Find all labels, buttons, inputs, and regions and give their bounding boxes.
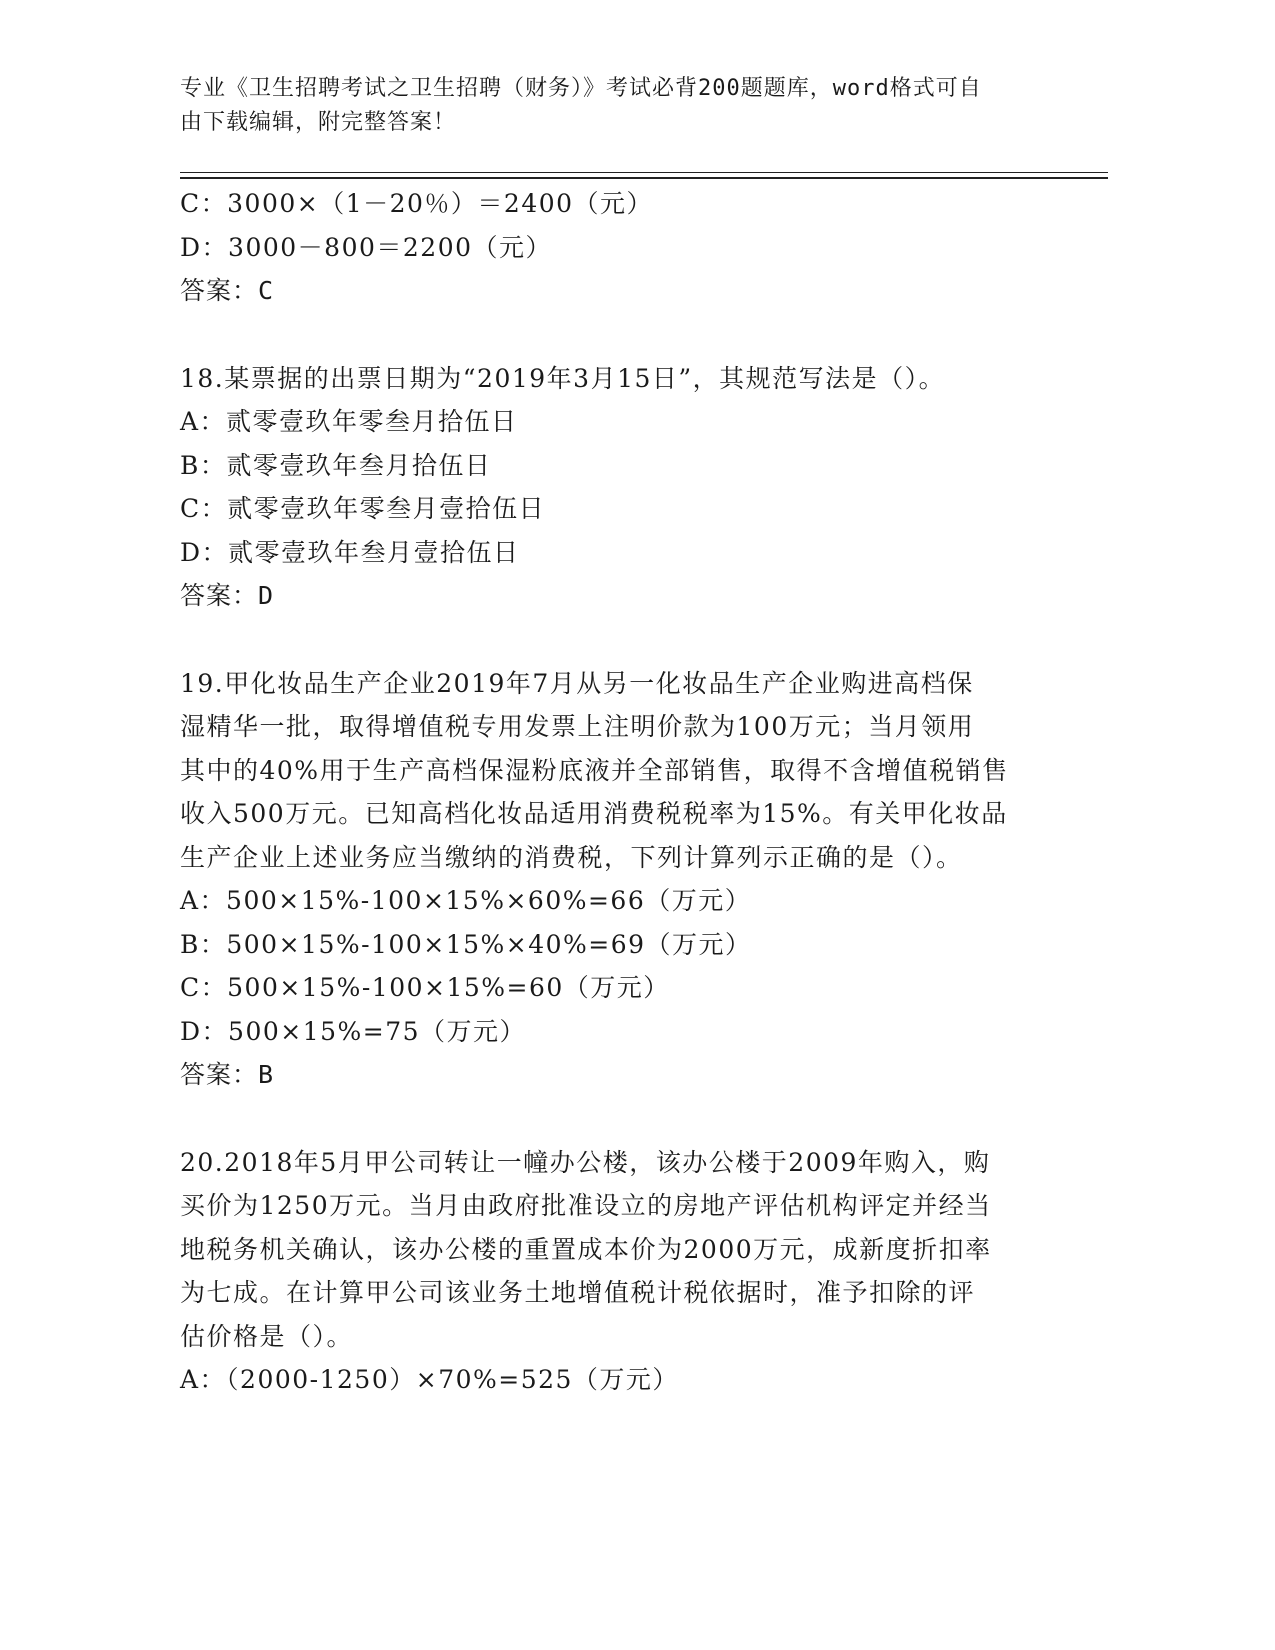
question-stem-line: 19.甲化妆品生产企业2019年7月从另一化妆品生产企业购进高档保 — [180, 668, 974, 698]
question-stem-line: 湿精华一批，取得增值税专用发票上注明价款为100万元；当月领用 — [180, 712, 975, 741]
option-a: A：贰零壹玖年零叁月拾伍日 — [180, 407, 518, 436]
previous-question-tail — [180, 182, 1080, 313]
option-d: D：3000－800＝2200（元） — [180, 232, 553, 262]
question-stem-line: 18.某票据的出票日期为“2019年3月15日”，其规范写法是（）。 — [180, 363, 946, 393]
question-stem-line: 生产企业上述业务应当缴纳的消费税，下列计算列示正确的是（）。 — [180, 842, 963, 872]
question-stem-line: 估价格是（）。 — [180, 1321, 354, 1351]
question-stem-line: 为七成。在计算甲公司该业务土地增值税计税依据时，准予扣除的评 — [180, 1278, 976, 1307]
header-line-1: 专业《卫生招聘考试之卫生招聘（财务）》考试必背200题题库，word格式可自 — [180, 76, 982, 101]
answer-line: 答案：B — [180, 1060, 275, 1089]
header-divider-thick — [180, 177, 1108, 179]
document-body — [180, 182, 1080, 1402]
answer-line: 答案：C — [180, 276, 275, 305]
option-d: D：500×15%=75（万元） — [180, 1016, 527, 1046]
header-divider-thin — [180, 172, 1108, 173]
question-19 — [180, 662, 1080, 1097]
answer-line: 答案：D — [180, 581, 275, 610]
document-header — [180, 72, 1040, 140]
question-stem-line: 其中的40%用于生产高档保湿粉底液并全部销售，取得不含增值税销售 — [180, 755, 1009, 785]
question-stem-line: 收入500万元。已知高档化妆品适用消费税税率为15%。有关甲化妆品 — [180, 799, 1008, 828]
option-b: B：贰零壹玖年叁月拾伍日 — [180, 450, 492, 480]
option-c: C：3000×（1－20％）＝2400（元） — [180, 189, 654, 218]
option-a: A：（2000-1250）×70%=525（万元） — [180, 1365, 679, 1394]
header-line-2: 由下载编辑，附完整答案！ — [180, 110, 457, 135]
question-18 — [180, 357, 1080, 618]
question-stem-line: 20.2018年5月甲公司转让一幢办公楼，该办公楼于2009年购入，购 — [180, 1147, 991, 1177]
option-c: C：500×15%-100×15%=60（万元） — [180, 973, 670, 1002]
option-b: B：500×15%-100×15%×40%=69（万元） — [180, 929, 752, 959]
option-d: D：贰零壹玖年叁月壹拾伍日 — [180, 537, 520, 567]
question-stem-line: 地税务机关确认，该办公楼的重置成本价为2000万元，成新度折扣率 — [180, 1234, 992, 1264]
option-a: A：500×15%-100×15%×60%=66（万元） — [180, 886, 752, 915]
question-stem-line: 买价为1250万元。当月由政府批准设立的房地产评估机构评定并经当 — [180, 1191, 992, 1220]
question-20 — [180, 1141, 1080, 1402]
option-c: C：贰零壹玖年零叁月壹拾伍日 — [180, 494, 546, 523]
